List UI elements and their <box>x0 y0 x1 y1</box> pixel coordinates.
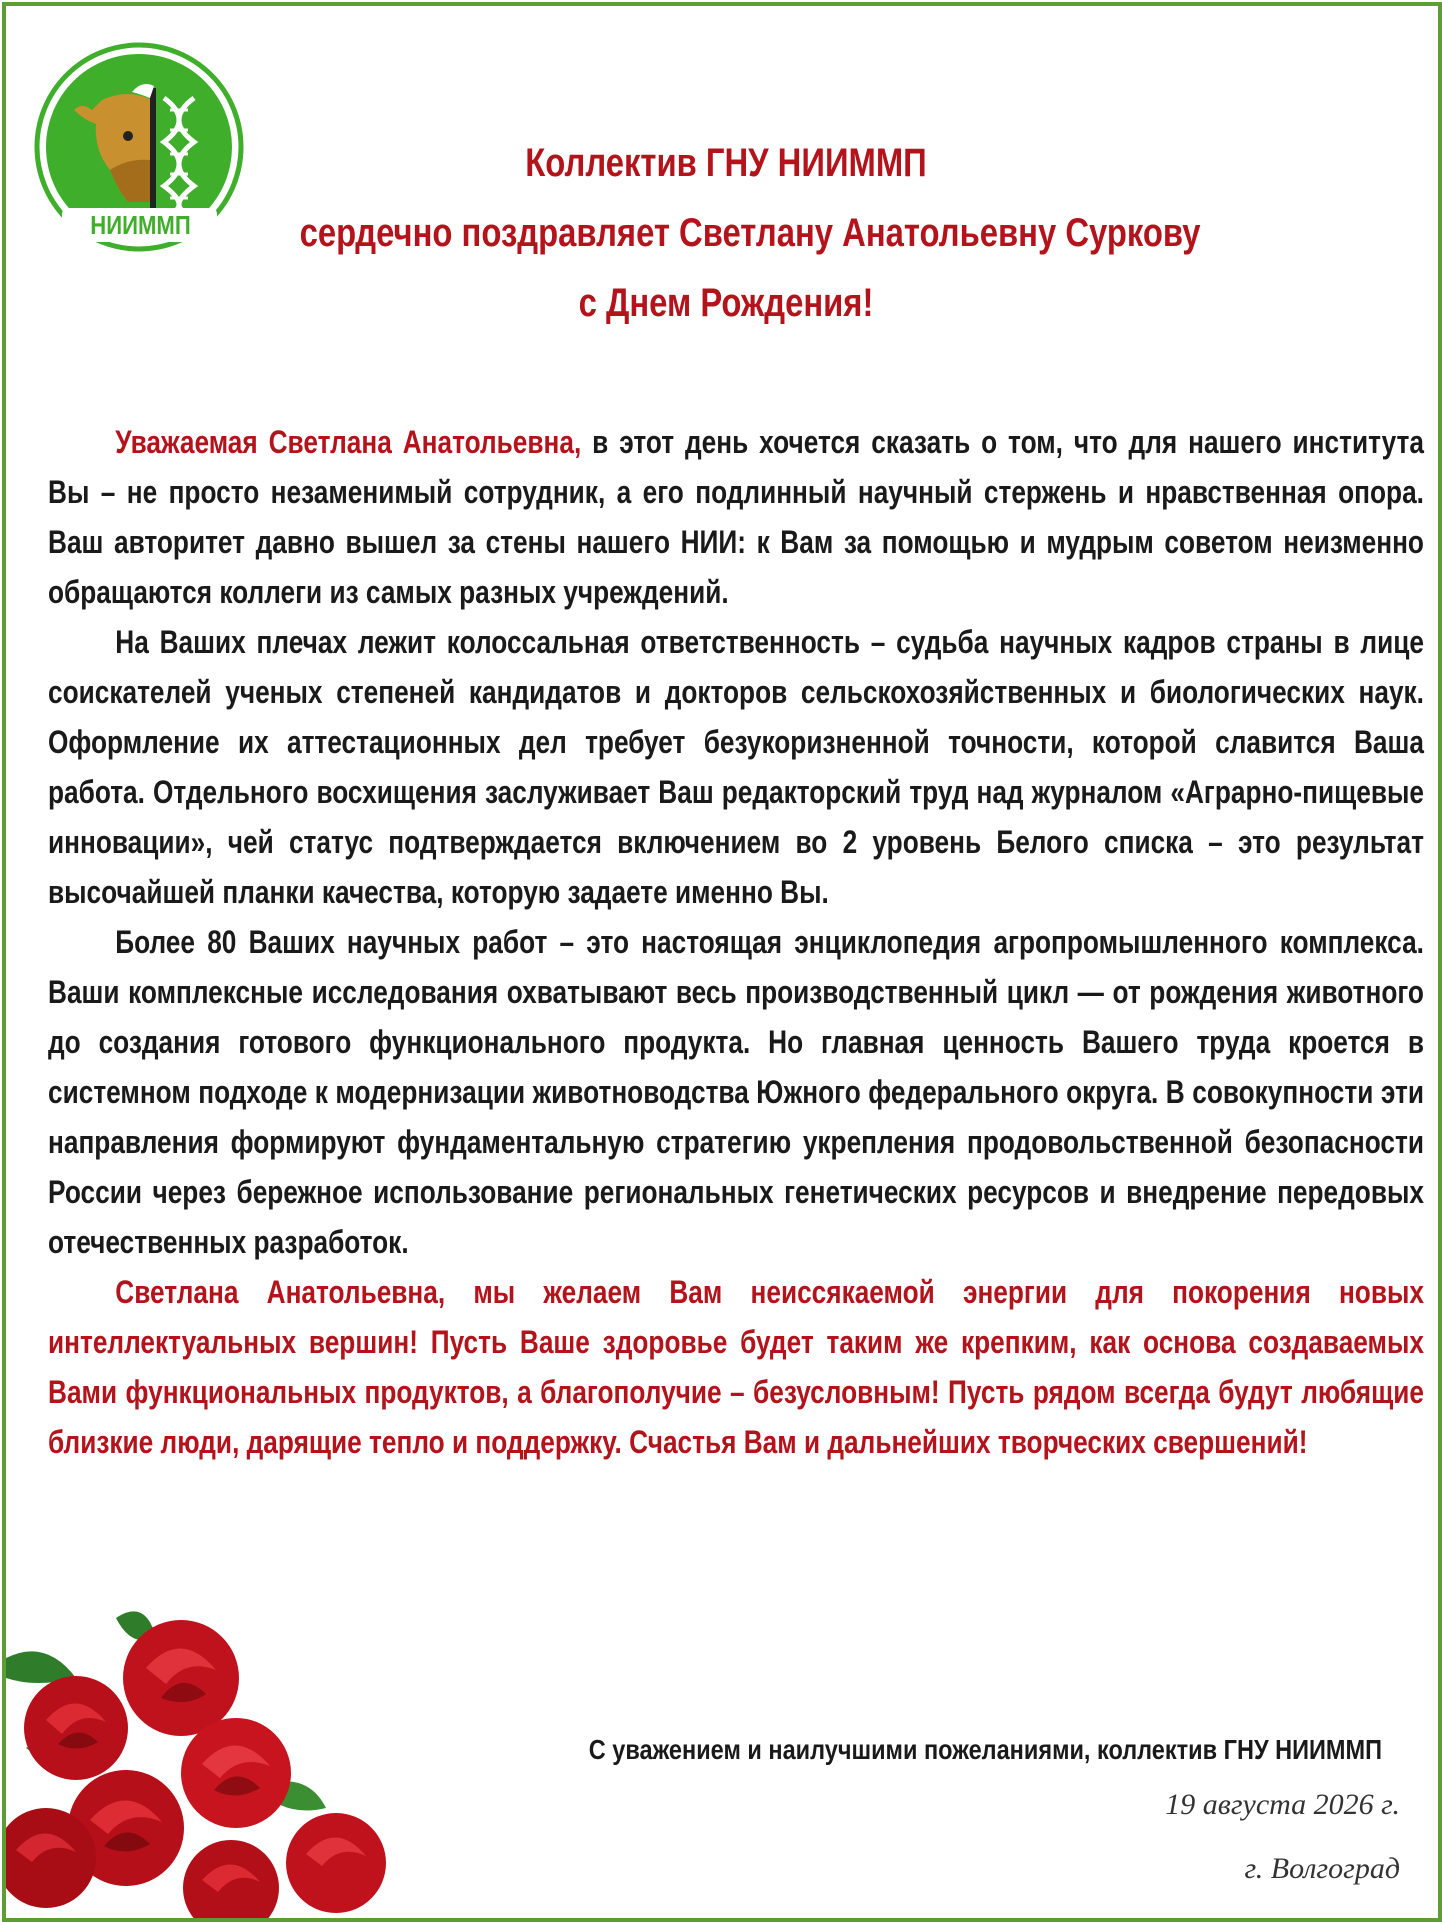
paragraph-wishes: Светлана Анатольевна, мы желаем Вам неиссякаемой энергии для покорения новых интеллектуальных вершин! Пусть Ваше здоровье будет таким же крепким, как основа создаваемых Вами функциональных продуктов, а благополучие – безусловным! Пусть рядом всегда будут любящие близкие люди, дарящие тепло и поддержку. Счастья Вам и дальнейших творческих свершений! <box>48 1274 1424 1460</box>
heading-line-2: сердечно поздравляет Светлану Анатольевну Суркову <box>299 211 1201 255</box>
heading-line-1: Коллектив ГНУ НИИММП <box>525 141 927 185</box>
paragraph-1 <box>48 417 1424 617</box>
letter-date: 19 августа 2026 г. <box>1165 1788 1400 1821</box>
letter-body <box>48 417 1424 1467</box>
paragraph-1-text: в этот день хочется сказать о том, что для нашего института Вы – не просто незаменимый сотрудник, а его подлинный научный стержень и нравственная опора. Ваш авторитет давно вышел за стены нашего НИИ: к Вам за помощью и мудрым советом неизменно обращаются коллеги из самых разных учреждений. <box>48 424 1424 610</box>
roses-icon <box>6 1598 476 1918</box>
letter-city: г. Волгоград <box>1244 1852 1400 1885</box>
greeting-heading <box>299 128 1201 338</box>
letter-frame <box>2 2 1442 1922</box>
paragraph-2: На Ваших плечах лежит колоссальная ответственность – судьба научных кадров страны в лице соискателей ученых степеней кандидатов и докторов сельскохозяйственных и биологических наук. Оформление их аттестационных дел требует безукоризненной точности, которой славится Ваша работа. Отдельного восхищения заслуживает Ваш редакторский труд над журналом «Аграрно-пищевые инновации», чей статус подтверждается включением во 2 уровень Белого списка – это результат высочайшей планки качества, которую задаете именно Вы. <box>48 624 1424 910</box>
paragraph-3: Более 80 Ваших научных работ – это настоящая энциклопедия агропромышленного комплекса. Ваши комплексные исследования охватывают весь производственный цикл — от рождения животного до создания готового функционального продукта. Но главная ценность Вашего труда кроется в системном подходе к модернизации животноводства Южного федерального округа. В совокупности эти направления формируют фундаментальную стратегию укрепления продовольственной безопасности России через бережное использование региональных генетических ресурсов и внедрение передовых отечественных разработок. <box>48 924 1424 1260</box>
institute-logo <box>32 40 247 255</box>
logo-text: НИИММП <box>90 210 191 240</box>
signature: С уважением и наилучшими пожеланиями, коллектив ГНУ НИИММП <box>588 1734 1382 1765</box>
salutation: Уважаемая Светлана Анатольевна, <box>115 424 582 460</box>
heading-line-3: с Днем Рождения! <box>578 281 874 325</box>
roses-decoration <box>6 1598 476 1918</box>
